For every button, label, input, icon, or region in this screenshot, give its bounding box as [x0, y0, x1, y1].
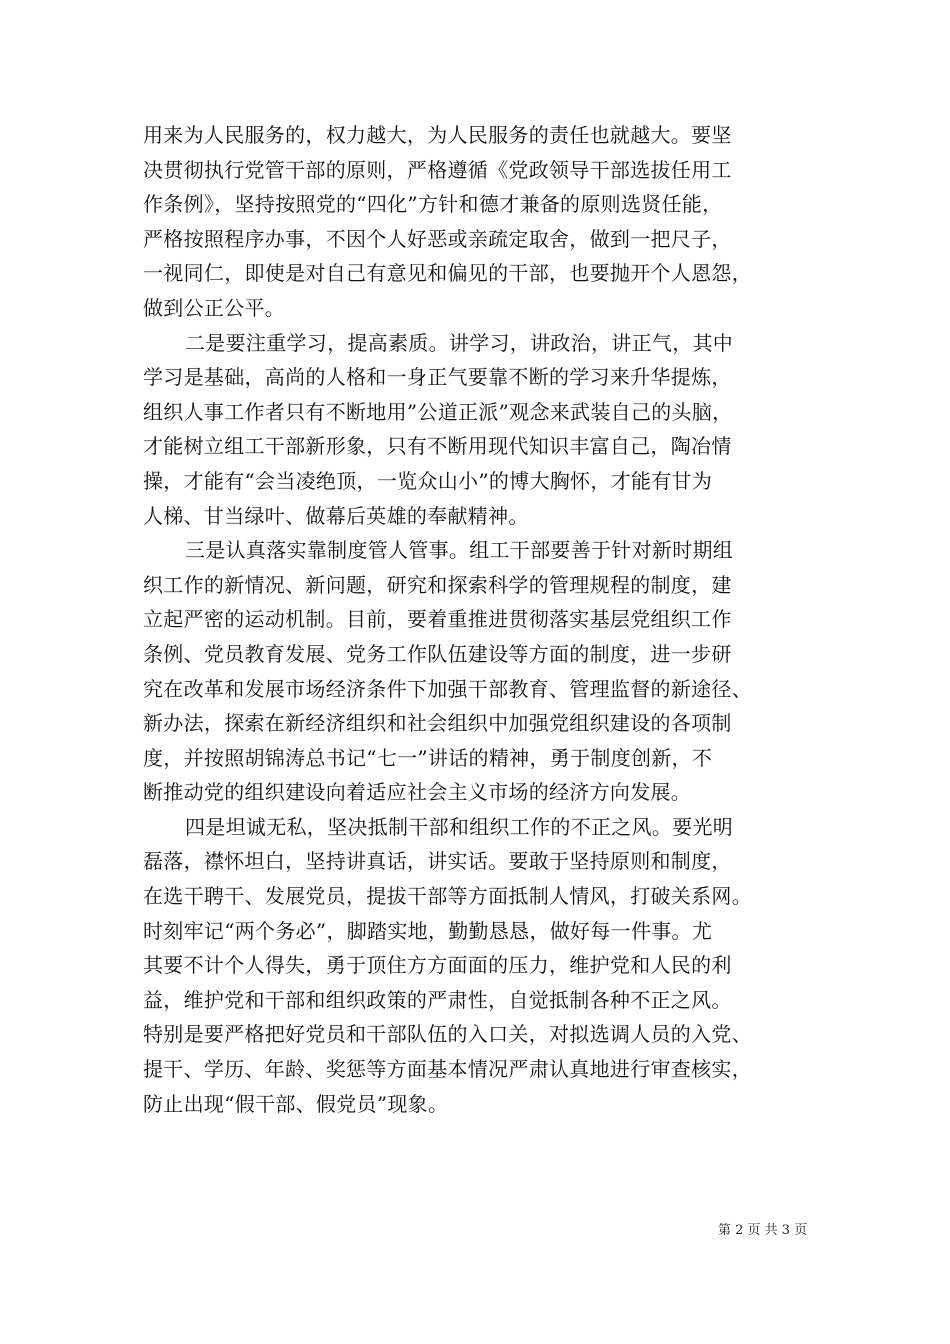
text-line: 特别是要严格把好党员和干部队伍的入口关，对拟选调人员的入党、	[143, 1022, 752, 1047]
text-line: 决贯彻执行党管干部的原则，严格遵循《党政领导干部选拔任用工	[143, 157, 732, 182]
text-line: 条例、党员教育发展、党务工作队伍建设等方面的制度，进一步研	[143, 641, 732, 666]
text-line-indented: 四是坦诚无私，坚决抵制干部和组织工作的不正之风。要光明	[185, 814, 734, 839]
text-line: 学习是基础，高尚的人格和一身正气要靠不断的学习来升华提炼，	[143, 365, 732, 390]
paragraph-1	[143, 118, 833, 326]
page-number-footer: 第 2 页 共 3 页	[718, 1223, 808, 1238]
text-line: 做到公正公平。	[143, 295, 286, 320]
text-line: 提干、学历、年龄、奖惩等方面基本情况严肃认真地进行审查核实，	[143, 1057, 752, 1082]
text-line: 其要不计个人得失，勇于顶住方方面面的压力，维护党和人民的利	[143, 953, 732, 978]
text-line: 一视同仁，即使是对自己有意见和偏见的干部，也要抛开个人恩怨，	[143, 261, 752, 286]
text-line: 磊落，襟怀坦白，坚持讲真话，讲实话。要敢于坚持原则和制度，	[143, 849, 732, 874]
paragraph-2	[143, 326, 833, 534]
text-line: 在选干聘干、发展党员，提拔干部等方面抵制人情风，打破关系网。	[143, 884, 752, 909]
text-line: 新办法，探索在新经济组织和社会组织中加强党组织建设的各项制	[143, 711, 732, 736]
text-line: 用来为人民服务的，权力越大，为人民服务的责任也就越大。要坚	[143, 123, 732, 147]
text-line: 组织人事工作者只有不断地用”公道正派”观念来武装自己的头脑，	[143, 399, 733, 424]
text-line: 立起严密的运动机制。目前，要着重推进贯彻落实基层党组织工作	[143, 607, 732, 632]
text-line: 操，才能有“会当凌绝顶，一览众山小”的博大胸怀，才能有甘为	[143, 468, 713, 493]
text-line-indented: 二是要注重学习，提高素质。讲学习，讲政治，讲正气，其中	[185, 330, 734, 355]
text-line: 人梯、甘当绿叶、做幕后英雄的奉献精神。	[143, 503, 529, 528]
text-line: 织工作的新情况、新问题，研究和探索科学的管理规程的制度，建	[143, 572, 732, 597]
text-line: 究在改革和发展市场经济条件下加强干部教育、管理监督的新途径、	[143, 676, 752, 701]
text-line: 作条例》，坚持按照党的“四化”方针和德才兼备的原则选贤任能，	[143, 192, 723, 217]
text-line: 严格按照程序办事，不因个人好恶或亲疏定取舍，做到一把尺子，	[143, 226, 732, 251]
paragraph-4	[143, 810, 833, 1121]
text-line: 时刻牢记“两个务必”，脚踏实地，勤勤恳恳，做好每一件事。尤	[143, 918, 713, 943]
text-line: 度，并按照胡锦涛总书记“七一”讲话的精神，勇于制度创新，不	[143, 745, 713, 770]
text-line: 断推动党的组织建设向着适应社会主义市场的经济方向发展。	[143, 780, 692, 805]
document-body	[143, 118, 833, 1121]
paragraph-3	[143, 533, 833, 810]
text-line: 益，维护党和干部和组织政策的严肃性，自觉抵制各种不正之风。	[143, 987, 732, 1012]
text-line: 才能树立组工干部新形象，只有不断用现代知识丰富自己，陶冶情	[143, 434, 732, 459]
text-line: 防止出现“假干部、假党员”现象。	[143, 1091, 449, 1116]
text-line-indented: 三是认真落实靠制度管人管事。组工干部要善于针对新时期组	[185, 538, 734, 563]
